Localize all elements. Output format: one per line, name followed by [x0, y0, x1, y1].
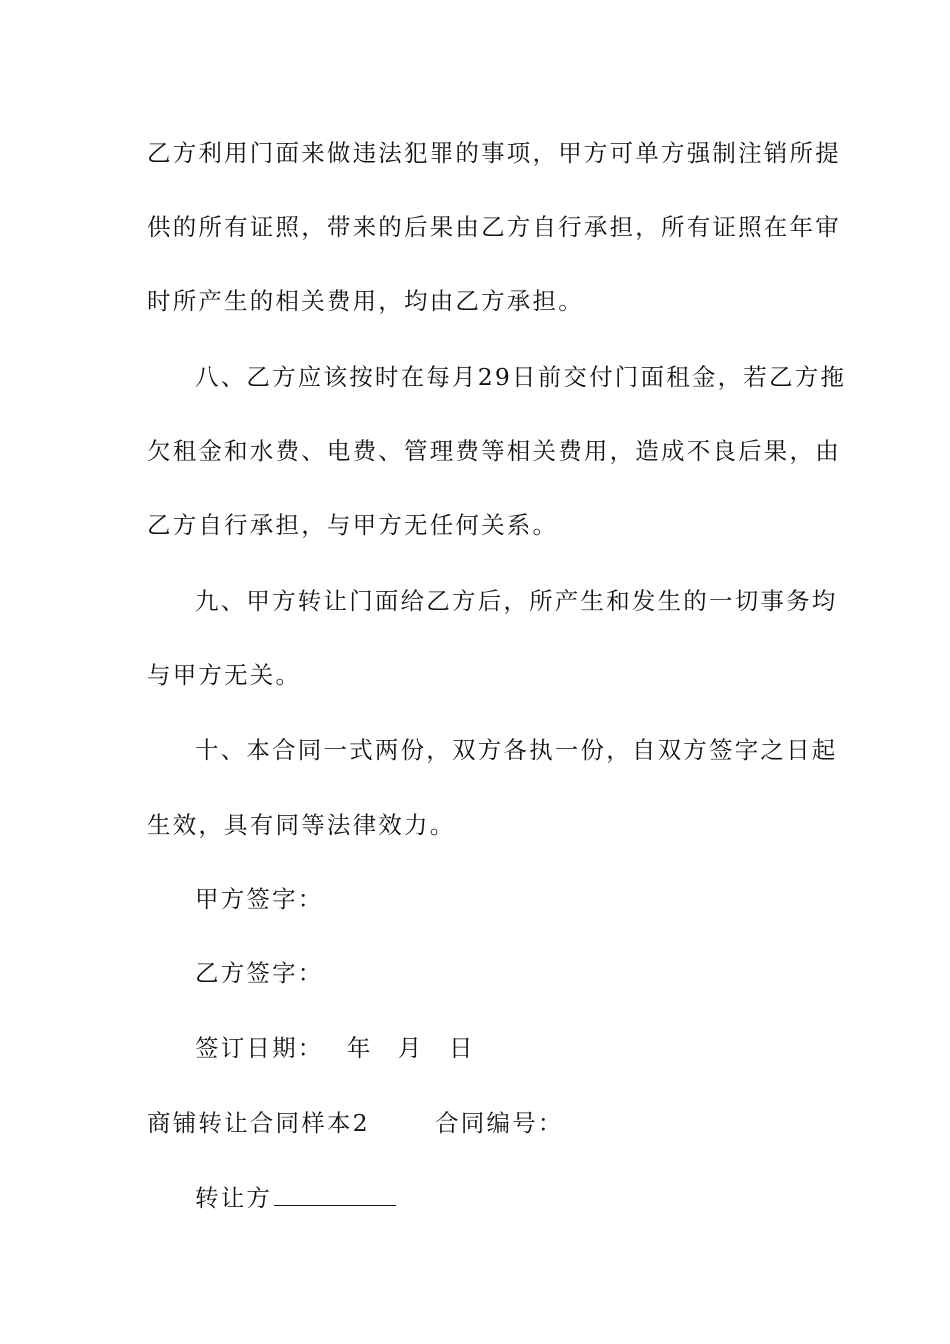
paragraph-7-line-2: 供的所有证照，带来的后果由乙方自行承担，所有证照在年审 [147, 213, 841, 241]
contract-number-label: 合同编号： [435, 1109, 564, 1137]
paragraph-8-line-2: 欠租金和水费、电费、管理费等相关费用，造成不良后果，由 [147, 437, 841, 465]
signing-date-label: 签订日期： [195, 1034, 324, 1062]
party-a-signature-label: 甲方签字： [195, 885, 324, 913]
paragraph-7-line-1: 乙方利用门面来做违法犯罪的事项，甲方可单方强制注销所提 [147, 139, 841, 167]
paragraph-9-line-1: 九、甲方转让门面给乙方后，所产生和发生的一切事务均 [195, 587, 838, 615]
transferor-blank [274, 1185, 396, 1206]
date-year-label: 年 [346, 1034, 373, 1062]
sample2-title: 商铺转让合同样本2 [147, 1109, 370, 1137]
paragraph-9-line-2: 与甲方无关。 [147, 661, 302, 689]
sample2-title-row [147, 1108, 564, 1138]
paragraph-7-line-3: 时所产生的相关费用，均由乙方承担。 [147, 287, 584, 315]
transferor-label: 转让方 [195, 1184, 273, 1212]
party-b-signature-label: 乙方签字： [195, 959, 324, 987]
transferor-row [195, 1183, 396, 1213]
paragraph-8-line-3: 乙方自行承担，与甲方无任何关系。 [147, 511, 559, 539]
date-month-label: 月 [397, 1034, 424, 1062]
paragraph-8-line-1: 八、乙方应该按时在每月29日前交付门面租金，若乙方拖 [195, 363, 847, 391]
date-day-label: 日 [448, 1034, 475, 1062]
paragraph-10-line-1: 十、本合同一式两份，双方各执一份，自双方签字之日起 [195, 736, 838, 764]
paragraph-10-line-2: 生效，具有同等法律效力。 [147, 811, 456, 839]
signing-date-row [195, 1033, 475, 1063]
